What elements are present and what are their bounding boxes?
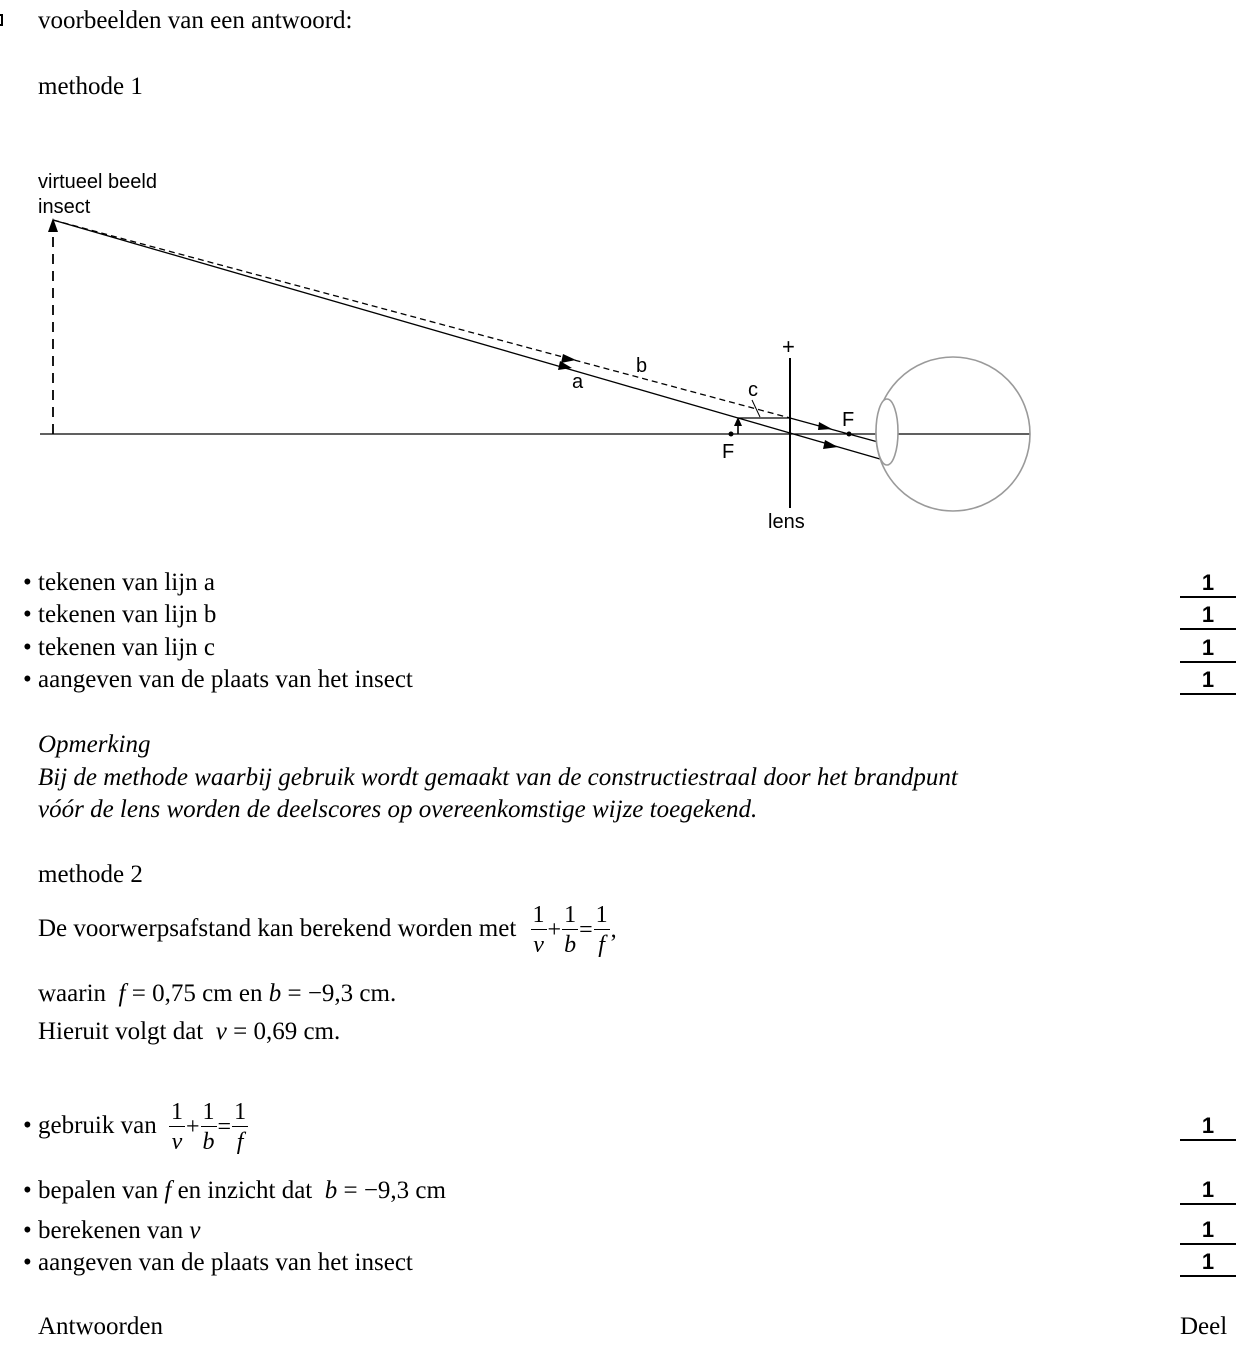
fraction-1-over-v: $\frac{1}{v}$ bbox=[170, 1098, 183, 1155]
criterion-text: aangeven van de plaats van het insect bbox=[38, 666, 413, 693]
b-value: = −9,3 cm. bbox=[281, 980, 397, 1007]
refracted-ray-upper-arrowhead bbox=[818, 422, 832, 430]
fraction-1-over-v: $\frac{1}{v}$ bbox=[532, 901, 545, 958]
label-image-line1: virtueel beeld bbox=[38, 171, 157, 193]
var-b: b bbox=[324, 1177, 338, 1204]
criterion-m1-4: • aangeven van de plaats van het insect bbox=[23, 666, 413, 693]
ray-a bbox=[53, 220, 738, 418]
criterion-text: tekenen van lijn b bbox=[38, 601, 217, 628]
equals-sign: = bbox=[217, 1114, 232, 1141]
result-line bbox=[38, 1017, 340, 1047]
criterion-text: berekenen van bbox=[38, 1217, 190, 1244]
checkbox-marker bbox=[0, 14, 3, 26]
fraction-1-over-f: $\frac{1}{f}$ bbox=[595, 901, 608, 958]
ray-b bbox=[53, 220, 790, 418]
score-m1-4: 1 bbox=[1180, 667, 1236, 695]
var-b: b bbox=[268, 980, 282, 1007]
fraction-1-over-b: $\frac{1}{b}$ bbox=[564, 901, 577, 958]
label-ray-c: c bbox=[748, 379, 758, 401]
where-prefix: waarin bbox=[38, 980, 107, 1007]
refracted-ray-upper bbox=[790, 418, 878, 442]
score-m2-3: 1 bbox=[1180, 1217, 1236, 1245]
v-value: = 0,69 cm. bbox=[226, 1018, 341, 1045]
footer-right: Deel bbox=[1180, 1313, 1228, 1340]
var-f: f bbox=[164, 1177, 172, 1204]
footer-left: Antwoorden bbox=[38, 1313, 163, 1340]
plus-sign: + bbox=[547, 917, 562, 944]
f-value: = 0,75 cm en bbox=[125, 980, 269, 1007]
criterion-m2-2: • bepalen van f en inzicht dat b = −9,3 cm bbox=[23, 1177, 446, 1204]
criterion-m1-3: • tekenen van lijn c bbox=[23, 634, 216, 661]
lens-formula-line bbox=[38, 897, 618, 962]
label-lens-plus: + bbox=[782, 334, 795, 359]
remark-line-1: Bij de methode waarbij gebruik wordt gemaakt van de constructiestraal door het brandpunt bbox=[38, 764, 958, 791]
label-f-left: F bbox=[722, 441, 735, 463]
criterion-m1-1: • tekenen van lijn a bbox=[23, 569, 216, 596]
criterion-text: aangeven van de plaats van het insect bbox=[38, 1249, 413, 1276]
score-m2-4: 1 bbox=[1180, 1249, 1236, 1277]
refracted-ray-lower bbox=[738, 418, 880, 459]
score-m2-2: 1 bbox=[1180, 1177, 1236, 1205]
criterion-m2-3: • berekenen van v bbox=[23, 1217, 201, 1244]
label-f-right: F bbox=[842, 409, 855, 431]
formula-intro: De voorwerpsafstand kan berekend worden met bbox=[38, 915, 517, 942]
var-f: f bbox=[118, 980, 126, 1007]
method-1-title: methode 1 bbox=[38, 73, 143, 100]
fraction-1-over-b: $\frac{1}{b}$ bbox=[202, 1098, 215, 1155]
score-m1-2: 1 bbox=[1180, 602, 1236, 630]
ray-b-arrowhead bbox=[561, 354, 576, 363]
criterion-m2-4: • aangeven van de plaats van het insect bbox=[23, 1249, 413, 1276]
criterion-text: tekenen van lijn a bbox=[38, 569, 216, 596]
focal-point-left bbox=[729, 432, 734, 437]
var-v: v bbox=[215, 1018, 227, 1045]
lens-ray-diagram bbox=[0, 150, 1236, 540]
result-prefix: Hieruit volgt dat bbox=[38, 1018, 204, 1045]
criterion-m2-1: • gebruik van $\frac{1}{v}$ + $\frac{1}{b}$ = $\frac{1}{f}$ bbox=[23, 1094, 248, 1159]
label-ray-a: a bbox=[572, 371, 584, 393]
refracted-ray-lower-arrowhead bbox=[823, 440, 838, 449]
label-lens: lens bbox=[768, 511, 805, 533]
criterion-text: = −9,3 cm bbox=[337, 1177, 446, 1204]
remark-title: Opmerking bbox=[38, 731, 151, 758]
answer-heading: voorbeelden van een antwoord: bbox=[38, 7, 353, 34]
criterion-text: gebruik van bbox=[38, 1112, 157, 1139]
criterion-text: bepalen van bbox=[38, 1177, 165, 1204]
label-ray-b: b bbox=[636, 355, 648, 377]
criterion-text: tekenen van lijn c bbox=[38, 634, 216, 661]
var-v: v bbox=[189, 1217, 201, 1244]
remark-line-2: vóór de lens worden de deelscores op overeenkomstige wijze toegekend. bbox=[38, 796, 758, 823]
comma: , bbox=[610, 917, 617, 944]
score-m1-3: 1 bbox=[1180, 635, 1236, 663]
label-image-line2: insect bbox=[38, 196, 91, 218]
eye-lens bbox=[876, 399, 898, 465]
score-m2-1: 1 bbox=[1180, 1113, 1236, 1141]
where-line bbox=[38, 979, 396, 1009]
method-2-title: methode 2 bbox=[38, 861, 143, 888]
focal-point-right bbox=[847, 432, 852, 437]
criterion-m1-2: • tekenen van lijn b bbox=[23, 601, 217, 628]
fraction-1-over-f: $\frac{1}{f}$ bbox=[234, 1098, 247, 1155]
ray-a-arrowhead bbox=[558, 361, 572, 370]
plus-sign: + bbox=[185, 1114, 200, 1141]
criterion-text: en inzicht dat bbox=[171, 1177, 319, 1204]
score-m1-1: 1 bbox=[1180, 570, 1236, 598]
equals-sign: = bbox=[579, 917, 593, 944]
